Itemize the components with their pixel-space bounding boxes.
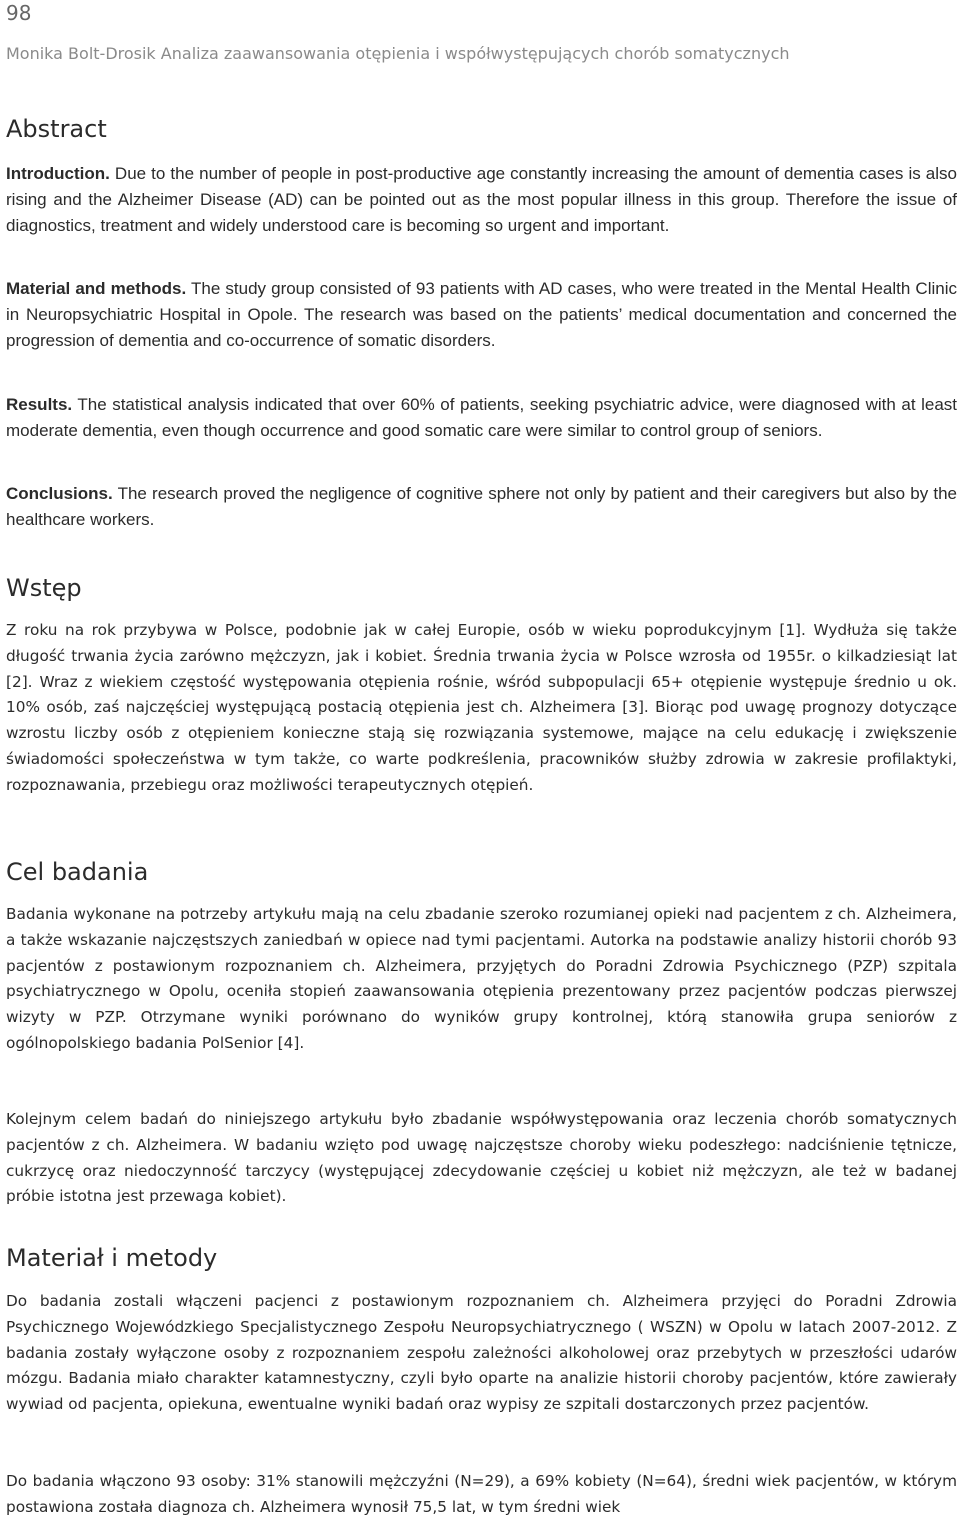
section-heading-cel-badania: Cel badania bbox=[6, 858, 149, 886]
introduction-label: Introduction. bbox=[6, 164, 110, 183]
introduction-text: Due to the number of people in post-productive age constantly increasing the amount of dementia cases is also rising and the Alzheimer Disease (AD) can be pointed out as the most popular illness in this group. Therefore the issue of diagnostics, treatment and widely understood care is becoming so urgent and important. bbox=[6, 164, 957, 235]
abstract-introduction bbox=[6, 161, 957, 238]
section-heading-wstep: Wstęp bbox=[6, 574, 82, 602]
material-paragraph-1: Do badania zostali włączeni pacjenci z postawionym rozpoznaniem ch. Alzheimera przyjęci do Poradni Zdrowia Psychicznego Wojewódzkiego Specjalistycznego Zespołu Neuropsychiatrycznego ( WSZN) w Opolu w latach 2007-2012. Z badania zostały wyłączone osoby z rozpoznaniem zespołu zależności alkoholowej oraz przebytych w przeszłości udarów mózgu. Badania miało charakter katamnestyczny, czyli było oparte na analizie historii choroby pacjentów, które zawierały wywiad od pacjenta, opiekuna, ewentualne wyniki badań oraz wypisy ze szpitali dostarczonych przez pacjentów. bbox=[6, 1292, 957, 1414]
running-head bbox=[6, 44, 790, 63]
section-heading-material-i-metody: Materiał i metody bbox=[6, 1244, 218, 1272]
results-text: The statistical analysis indicated that over 60% of patients, seeking psychiatric advice, were diagnosed with at least moderate dementia, even though occurrence and good somatic care were similar to control group of seniors. bbox=[6, 395, 957, 440]
abstract-methods bbox=[6, 276, 957, 353]
results-label: Results. bbox=[6, 395, 73, 414]
material-paragraph-2: Do badania włączono 93 osoby: 31% stanowili mężczyźni (N=29), a 69% kobiety (N=64), średni wiek pacjentów, w którym postawiona została diagnoza ch. Alzheimera wynosił 75,5 lat, w tym średni wiek bbox=[6, 1472, 957, 1516]
abstract-results bbox=[6, 392, 957, 444]
methods-label: Material and methods. bbox=[6, 279, 187, 298]
methods-text: The study group consisted of 93 patients with AD cases, who were treated in the Mental Health Clinic in Neuropsychiatric Hospital in Opole. The research was based on the patients’ medical documentation and concerned the progression of dementia and co-occurrence of somatic disorders. bbox=[6, 279, 957, 350]
page-number: 98 bbox=[6, 1, 32, 25]
abstract-conclusions bbox=[6, 481, 957, 533]
wstep-paragraph: Z roku na rok przybywa w Polsce, podobnie jak w całej Europie, osób w wieku poprodukcyjnym [1]. Wydłuża się także długość trwania życia zarówno mężczyzn, jak i kobiet. Średnia trwania życia w Polsce wzrosła od 1955r. o kilkadziesiąt lat [2]. Wraz z wiekiem częstość występowania otępienia rośnie, wśród subpopulacji 65+ otępienie występuje średnio u ok. 10% osób, zaś najczęściej występującą postacią otępienia jest ch. Alzheimera [3]. Biorąc pod uwagę prognozy dotyczące wzrostu liczby osób z otępieniem konieczne stają się rozwiązania systemowe, mające na celu edukację i zwiększenie świadomości społeczeństwa w tym także, co warte podkreślenia, pracowników służby zdrowia w zakresie profilaktyki, rozpoznawania, przebiegu oraz możliwości terapeutycznych otępień. bbox=[6, 621, 957, 794]
running-head-author: Monika Bolt-Drosik bbox=[6, 44, 156, 63]
conclusions-label: Conclusions. bbox=[6, 484, 113, 503]
cel-paragraph-2: Kolejnym celem badań do niniejszego artykułu było zbadanie współwystępowania oraz leczenia chorób somatycznych pacjentów z ch. Alzheimera. W badaniu wzięto pod uwagę najczęstsze choroby wieku podeszłego: nadciśnienie tętnicze, cukrzycę oraz niedoczynność tarczycy (występującej zdecydowanie częściej u kobiet niż mężczyzn, ale też w badanej próbie istotna jest przewaga kobiet). bbox=[6, 1110, 957, 1206]
running-head-title: Analiza zaawansowania otępienia i współwystępujących chorób somatycznych bbox=[160, 44, 790, 63]
cel-paragraph-1: Badania wykonane na potrzeby artykułu mają na celu zbadanie szeroko rozumianej opieki nad pacjentem z ch. Alzheimera, a także wskazanie najczęstszych zaniedbań w opiece nad tymi pacjentami. Autorka na podstawie analizy historii chorób 93 pacjentów z postawionym rozpoznaniem ch. Alzheimera, przyjętych do Poradni Zdrowia Psychicznego (PZP) szpitala psychiatrycznego w Opolu, oceniła stopień zaawansowania otępienia prezentowany przez pacjentów podczas pierwszej wizyty w PZP. Otrzymane wyniki porównano do wyników grupy kontrolnej, którą stanowiła grupa seniorów z ogólnopolskiego badania PolSenior [4]. bbox=[6, 905, 957, 1052]
conclusions-text: The research proved the negligence of cognitive sphere not only by patient and their caregivers but also by the healthcare workers. bbox=[6, 484, 957, 529]
abstract-heading: Abstract bbox=[6, 115, 107, 143]
